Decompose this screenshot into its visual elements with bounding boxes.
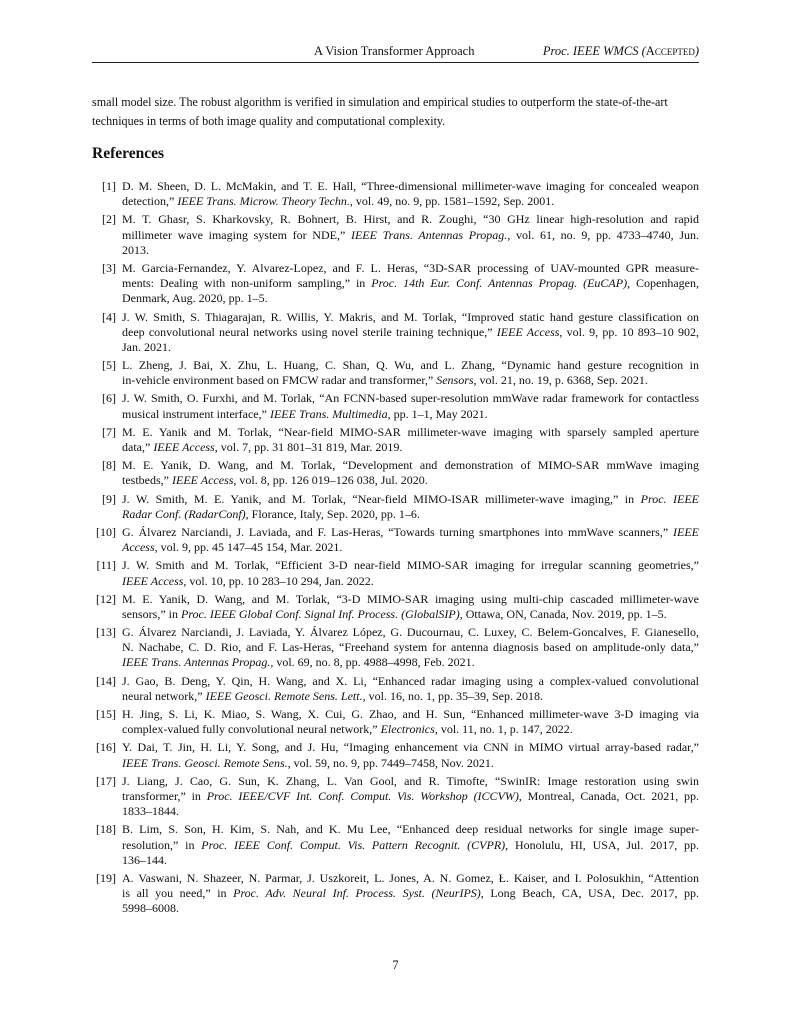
header-rule	[92, 62, 699, 63]
reference-text: J. W. Smith, S. Thiagarajan, R. Willis, Y. Makris, and M. Torlak, “Improved static hand gesture classification on	[122, 309, 699, 324]
reference-number: [14]	[96, 673, 116, 688]
reference-text: M. E. Yanik, D. Wang, and M. Torlak, “3-D MIMO-SAR imaging using multi-chip cascaded millimeter-wave	[122, 591, 699, 606]
reference-line	[122, 391, 699, 406]
reference-line	[122, 674, 699, 689]
reference-item	[92, 492, 699, 522]
reference-text: Y. Dai, T. Jin, H. Li, Y. Song, and J. Hu, “Imaging enhancement via CNN in MIMO virtual array-based radar,”	[122, 740, 699, 755]
running-header	[92, 44, 699, 60]
reference-number: [5]	[102, 358, 116, 373]
reference-text: M. E. Yanik and M. Torlak, “Near-field MIMO-SAR millimeter-wave imaging with sparsely sampled aperture	[122, 424, 699, 439]
reference-venue: Proc. IEEE Conf. Comput. Vis. Pattern Recognit. (CVPR)	[201, 837, 506, 852]
reference-text: J. Liang, J. Cao, G. Sun, K. Zhang, L. Van Gool, and R. Timofte, “SwinIR: Image restoration using swin	[122, 773, 699, 788]
reference-text: , vol. 8, pp. 126 019–126 038, Jul. 2020.	[233, 473, 428, 488]
reference-venue: Radar Conf. (RadarConf)	[122, 506, 246, 521]
reference-text: , Florance, Italy, Sep. 2020, pp. 1–6.	[245, 506, 420, 521]
reference-text: L. Zheng, J. Bai, X. Zhu, L. Huang, C. Shan, Q. Wu, and L. Zhang, “Dynamic hand gesture recognition in	[122, 358, 699, 373]
header-venue-name: Proc. IEEE WMCS (	[542, 44, 646, 58]
reference-item	[92, 822, 699, 868]
reference-venue: Proc. IEEE/CVF Int. Conf. Comput. Vis. Workshop (ICCVW)	[206, 788, 519, 803]
reference-item	[92, 871, 699, 917]
reference-item	[92, 458, 699, 488]
reference-venue: IEEE Access	[153, 440, 215, 454]
reference-venue: Access	[122, 540, 155, 555]
reference-text: complex-valued fully convolutional neural network,”	[122, 722, 381, 737]
reference-number: [15]	[96, 707, 116, 721]
header-title: A Vision Transformer Approach	[314, 44, 475, 58]
reference-item	[92, 774, 699, 820]
abstract-line: small model size. The robust algorithm is verified in simulation and empirical studies to outperform the state-of-the-art	[92, 95, 668, 109]
reference-venue: IEEE Access	[122, 573, 184, 588]
reference-line	[122, 212, 699, 227]
reference-text: deep convolutional neural networks using novel sterile training technique,”	[122, 324, 497, 339]
reference-item	[92, 592, 699, 622]
reference-text: data,”	[122, 440, 154, 454]
reference-text: Jan. 2021.	[122, 339, 171, 354]
reference-item	[92, 525, 699, 555]
reference-line	[122, 655, 699, 670]
reference-number: [17]	[96, 773, 116, 788]
reference-item	[92, 261, 699, 307]
reference-number: [1]	[102, 179, 116, 193]
reference-text: , Honolulu, HI, USA, Jul. 2017, pp.	[505, 837, 699, 852]
reference-venue: IEEE Access	[172, 473, 234, 488]
reference-venue: Sensors	[436, 373, 474, 388]
reference-item	[92, 358, 699, 388]
reference-text: , vol. 9, pp. 10 893–10 902,	[559, 324, 700, 339]
reference-line	[122, 473, 699, 488]
reference-text: transformer,” in	[122, 788, 207, 803]
reference-text: H. Jing, S. Li, K. Miao, S. Wang, X. Cui, G. Zhao, and H. Sun, “Enhanced millimeter-wave 3-D imaging via	[122, 707, 699, 721]
reference-line	[122, 901, 699, 916]
reference-text: ments: Dealing with non-uniform sampling,” in	[122, 276, 372, 291]
reference-line	[122, 325, 699, 340]
reference-venue: Proc. Adv. Neural Inf. Process. Syst. (NeurIPS)	[233, 886, 481, 901]
abstract-tail	[92, 93, 699, 131]
reference-line	[122, 407, 699, 422]
reference-item	[92, 740, 699, 770]
reference-text: G. Álvarez Narciandi, J. Laviada, Y. Álvarez López, G. Ducournau, C. Luxey, C. Belem-Goncalves, F. Gianesello,	[122, 625, 699, 640]
reference-item	[92, 212, 699, 258]
reference-number: [3]	[102, 260, 116, 275]
reference-venue: IEEE Trans. Antennas Propag.	[122, 655, 271, 670]
header-venue-close: )	[694, 44, 699, 58]
reference-text: sensors,” in	[122, 606, 181, 621]
reference-text: musical instrument interface,”	[122, 406, 270, 421]
reference-number: [16]	[96, 740, 116, 755]
reference-item	[92, 425, 699, 455]
reference-number: [4]	[102, 309, 116, 324]
reference-number: [18]	[96, 822, 116, 837]
reference-line	[122, 871, 699, 886]
reference-item	[92, 310, 699, 356]
reference-number: [12]	[96, 591, 116, 606]
reference-venue: Electronics	[380, 722, 435, 737]
reference-text: , vol. 10, pp. 10 283–10 294, Jan. 2022.	[183, 573, 374, 588]
reference-text: , vol. 16, no. 1, pp. 35–39, Sep. 2018.	[362, 688, 543, 703]
reference-line	[122, 458, 699, 473]
reference-line	[122, 194, 699, 209]
reference-line	[122, 540, 699, 555]
reference-number: [19]	[96, 870, 116, 885]
reference-line	[122, 607, 699, 622]
reference-number: [13]	[96, 625, 116, 640]
reference-venue: IEEE Access	[496, 324, 560, 339]
reference-number: [11]	[96, 558, 116, 573]
reference-text: N. Nachabe, C. D. Rio, and F. Las-Heras, “Freehand system for antenna diagnosis based on amplitude-only data,”	[122, 640, 699, 655]
reference-venue: IEEE Geosci. Remote Sens. Lett.	[205, 688, 363, 703]
reference-venue: IEEE Trans. Microw. Theory Techn.	[177, 194, 350, 209]
reference-text: is all you need,” in	[122, 886, 234, 901]
reference-line	[122, 574, 699, 589]
reference-venue: IEEE Trans. Antennas Propag.	[350, 227, 508, 242]
reference-text: detection,”	[122, 194, 178, 209]
reference-venue: IEEE Trans. Multimedia	[269, 406, 388, 421]
reference-text: A. Vaswani, N. Shazeer, N. Parmar, J. Uszkoreit, L. Jones, A. N. Gomez, Ł. Kaiser, and I. Polosukhin, “Attention	[122, 870, 699, 885]
reference-line	[122, 276, 699, 291]
reference-item	[92, 179, 699, 209]
reference-line	[122, 592, 699, 607]
reference-number: [6]	[102, 391, 116, 406]
reference-line	[122, 853, 699, 868]
reference-line	[122, 625, 699, 640]
reference-text: Denmark, Aug. 2020, pp. 1–5.	[122, 291, 268, 306]
references-heading: References	[92, 145, 165, 162]
reference-text: , Montreal, Canada, Oct. 2021, pp.	[518, 788, 699, 803]
reference-line	[122, 291, 699, 306]
header-venue	[543, 44, 699, 59]
reference-text: , vol. 49, no. 9, pp. 1581–1592, Sep. 2001.	[349, 194, 555, 209]
reference-line	[122, 740, 699, 755]
reference-text: , vol. 61, no. 9, pp. 4733–4740, Jun.	[507, 227, 699, 242]
reference-number: [10]	[96, 524, 116, 539]
reference-text: J. W. Smith and M. Torlak, “Efficient 3-D near-field MIMO-SAR imaging for irregular scanning geometries,”	[122, 558, 699, 573]
reference-line	[122, 689, 699, 704]
reference-line	[122, 886, 699, 901]
reference-text: , vol. 7, pp. 31 801–31 819, Mar. 2019.	[214, 440, 403, 454]
abstract-line: techniques in terms of both image quality and computational complexity.	[92, 114, 446, 128]
header-accepted: Accepted	[645, 44, 695, 58]
reference-text: J. W. Smith, M. E. Yanik, and M. Torlak, “Near-field MIMO-ISAR millimeter-wave imaging,” in	[122, 491, 641, 506]
reference-line	[122, 804, 699, 819]
reference-line	[122, 340, 699, 355]
reference-text: in-vehicle environment based on FMCW radar and transformer,”	[122, 373, 437, 388]
reference-text: , Ottawa, ON, Canada, Nov. 2019, pp. 1–5.	[459, 606, 667, 621]
page-number: 7	[392, 958, 399, 972]
reference-text: , pp. 1–1, May 2021.	[387, 406, 488, 421]
reference-line	[122, 558, 699, 573]
reference-text: J. W. Smith, O. Furxhi, and M. Torlak, “An FCNN-based super-resolution mmWave radar framework for contactless	[122, 391, 699, 406]
reference-text: 5998–6008.	[122, 901, 179, 916]
reference-line	[122, 756, 699, 771]
reference-text: , Long Beach, CA, USA, Dec. 2017, pp.	[480, 886, 700, 901]
reference-item	[92, 707, 699, 737]
reference-text: , vol. 11, no. 1, p. 147, 2022.	[434, 722, 573, 737]
reference-line	[122, 774, 699, 789]
reference-line	[122, 707, 699, 722]
reference-line	[122, 789, 699, 804]
reference-text: B. Lim, S. Son, H. Kim, S. Nah, and K. Mu Lee, “Enhanced deep residual networks for single image super-	[122, 822, 699, 837]
reference-line	[122, 822, 699, 837]
reference-list	[92, 179, 699, 919]
reference-number: [8]	[102, 458, 116, 473]
reference-line	[122, 425, 699, 440]
reference-line	[122, 640, 699, 655]
reference-item	[92, 674, 699, 704]
reference-text: 2013.	[122, 242, 149, 257]
reference-text: , vol. 69, no. 8, pp. 4988–4998, Feb. 2021.	[270, 655, 475, 670]
reference-text: M. Garcia-Fernandez, Y. Alvarez-Lopez, and F. L. Heras, “3D-SAR processing of UAV-mounted GPR measure-	[122, 260, 699, 275]
reference-number: [7]	[102, 424, 116, 439]
reference-line	[122, 373, 699, 388]
reference-text: resolution,” in	[122, 837, 202, 852]
reference-text: M. E. Yanik, D. Wang, and M. Torlak, “Development and demonstration of MIMO-SAR mmWave imaging	[122, 458, 699, 473]
reference-text: millimeter wave imaging system for NDE,”	[122, 227, 351, 242]
reference-text: , vol. 9, pp. 45 147–45 154, Mar. 2021.	[154, 540, 343, 555]
reference-number: [2]	[102, 212, 116, 227]
reference-line	[122, 243, 699, 258]
reference-text: 1833–1844.	[122, 804, 179, 819]
reference-item	[92, 558, 699, 588]
reference-line	[122, 228, 699, 243]
reference-line	[122, 525, 699, 540]
reference-venue: Proc. IEEE Global Conf. Signal Inf. Process. (GlobalSIP)	[181, 606, 460, 621]
reference-item	[92, 391, 699, 421]
reference-text: 136–144.	[122, 852, 167, 867]
reference-text: J. Gao, B. Deng, Y. Qin, H. Wang, and X. Li, “Enhanced radar imaging using a complex-valued convolutional	[122, 673, 699, 688]
reference-text: neural network,”	[122, 688, 206, 703]
reference-number: [9]	[102, 491, 116, 506]
reference-venue: Proc. 14th Eur. Conf. Antennas Propag. (EuCAP)	[371, 276, 628, 291]
reference-venue: Proc. IEEE	[640, 491, 700, 506]
reference-text: , Copenhagen,	[627, 276, 699, 291]
reference-text: G. Álvarez Narciandi, J. Laviada, and F. Las-Heras, “Towards turning smartphones into mmWave scanners,”	[122, 524, 673, 539]
reference-item	[92, 625, 699, 671]
reference-line	[122, 507, 699, 522]
reference-venue: IEEE Trans. Geosci. Remote Sens.	[122, 755, 288, 770]
reference-text: , vol. 21, no. 19, p. 6368, Sep. 2021.	[473, 373, 648, 388]
reference-text: M. T. Ghasr, S. Kharkovsky, R. Bohnert, B. Hirst, and R. Zoughi, “30 GHz linear high-resolution and rapid	[122, 212, 699, 227]
reference-line	[122, 838, 699, 853]
reference-line	[122, 358, 699, 373]
reference-line	[122, 261, 699, 276]
reference-text: , vol. 59, no. 9, pp. 7449–7458, Nov. 2021.	[287, 755, 494, 770]
reference-text: testbeds,”	[122, 473, 172, 488]
reference-line	[122, 440, 699, 455]
reference-venue: IEEE	[673, 524, 699, 539]
reference-text: D. M. Sheen, D. L. McMakin, and T. E. Hall, “Three-dimensional millimeter-wave imaging for concealed weapon	[122, 179, 699, 193]
reference-line	[122, 179, 699, 194]
reference-line	[122, 492, 699, 507]
reference-line	[122, 310, 699, 325]
reference-line	[122, 722, 699, 737]
